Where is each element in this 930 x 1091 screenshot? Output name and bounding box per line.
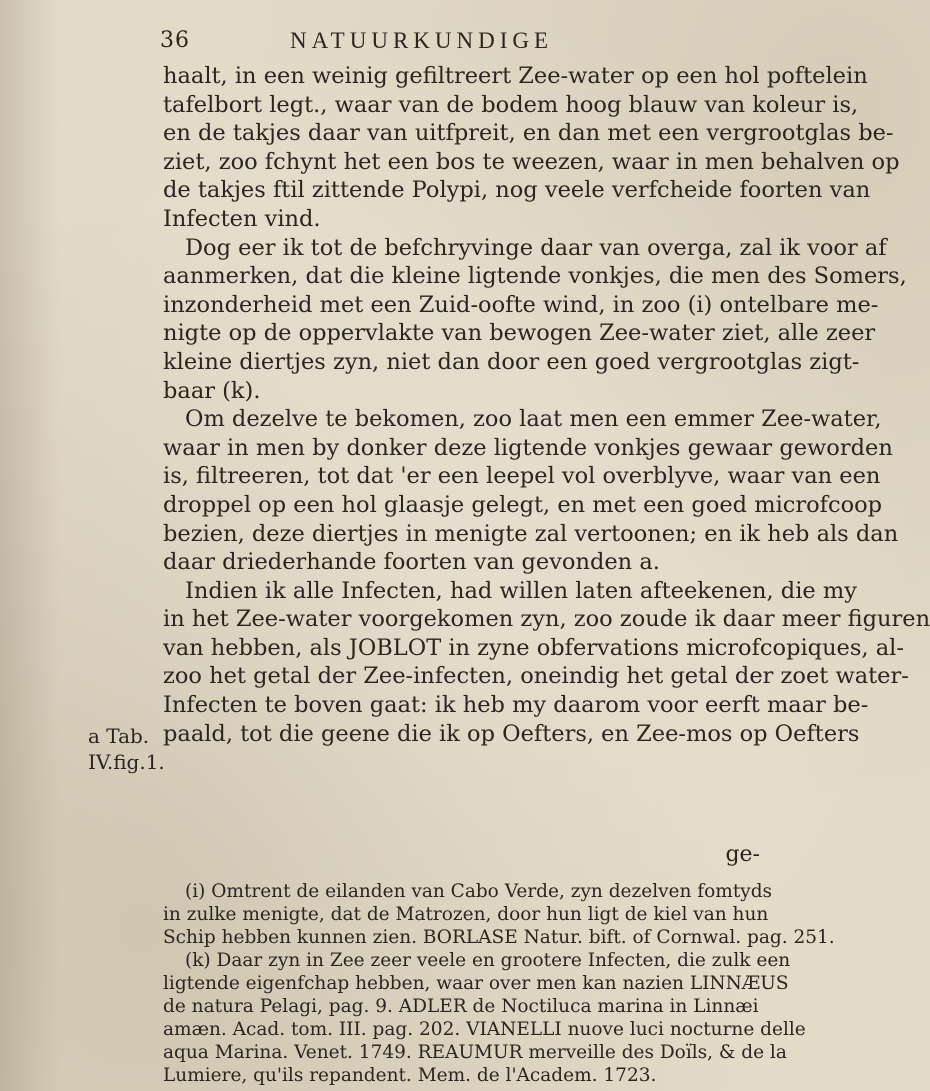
text-line: waar in men by donker deze ligtende vonkjes gewaar geworden [163, 434, 893, 461]
text-line: Infecten vind. [163, 205, 321, 232]
text-line: amæn. Acad. tom. III. pag. 202. VIANELLI nuove luci nocturne delle [163, 1019, 806, 1040]
text-line: aanmerken, dat die kleine ligtende vonkjes, die men des Somers, [163, 263, 907, 290]
margin-note [88, 723, 165, 775]
text-line: Om dezelve te bekomen, zoo laat men een emmer Zee-water, [185, 406, 882, 433]
text-line: kleine diertjes zyn, niet dan door een goed vergrootglas zigt- [163, 348, 860, 375]
text-line: van hebben, als JOBLOT in zyne obfervations microfcopiques, al- [163, 634, 904, 661]
text-line: Indien ik alle Infecten, had willen laten afteekenen, die my [185, 577, 857, 604]
margin-note-line: a Tab. [88, 724, 150, 748]
catchword: ge- [725, 842, 760, 867]
text-line: in zulke menigte, dat de Matrozen, door hun ligt de kiel van hun [163, 904, 769, 925]
text-line: tafelbort legt., waar van de bodem hoog blauw van koleur is, [163, 91, 859, 118]
page-gutter-shadow [0, 0, 60, 1091]
running-title: NATUURKUNDIGE [290, 28, 554, 53]
text-line: de natura Pelagi, pag. 9. ADLER de Noctiluca marina in Linnæi [163, 996, 759, 1017]
text-line: ziet, zoo fchynt het een bos te weezen, waar in men behalven op [163, 148, 900, 175]
text-line: de takjes ftil zittende Polypi, nog veele verfcheide foorten van [163, 177, 871, 204]
text-line: baar (k). [163, 377, 261, 404]
text-line: (k) Daar zyn in Zee zeer veele en grootere Infecten, die zulk een [185, 950, 791, 971]
margin-note-line: IV.fig.1. [88, 750, 165, 774]
page-number: 36 [160, 28, 190, 53]
text-line: inzonderheid met een Zuid-oofte wind, in zoo (i) ontelbare me- [163, 291, 879, 318]
text-line: paald, tot die geene die ik op Oefters, en Zee-mos op Oefters [163, 720, 860, 747]
text-line: en de takjes daar van uitfpreit, en dan met een vergrootglas be- [163, 120, 894, 147]
body-text [163, 62, 930, 748]
text-line: haalt, in een weinig gefiltreert Zee-water op een hol poftelein [163, 63, 868, 89]
text-line: in het Zee-water voorgekomen zyn, zoo zoude ik daar meer figuren [163, 606, 930, 633]
text-line: Schip hebben kunnen zien. BORLASE Natur. bift. of Cornwal. pag. 251. [163, 927, 835, 948]
text-line: nigte op de oppervlakte van bewogen Zee-water ziet, alle zeer [163, 320, 876, 347]
text-line: aqua Marina. Venet. 1749. REAUMUR merveille des Doïls, & de la [163, 1042, 787, 1063]
running-head [160, 28, 780, 60]
text-line: daar driederhande foorten van gevonden a. [163, 549, 660, 576]
text-line: Lumiere, qu'ils repandent. Mem. de l'Academ. 1723. [163, 1065, 657, 1086]
text-line: droppel op een hol glaasje gelegt, en met een goed microfcoop [163, 491, 883, 518]
footnotes [163, 880, 835, 1087]
text-line: (i) Omtrent de eilanden van Cabo Verde, zyn dezelven fomtyds [185, 881, 773, 902]
text-line: Infecten te boven gaat: ik heb my daarom voor eerft maar be- [163, 692, 869, 719]
text-line: ligtende eigenfchap hebben, waar over men kan nazien LINNÆUS [163, 973, 789, 994]
text-line: Dog eer ik tot de befchryvinge daar van overga, zal ik voor af [185, 234, 887, 261]
text-line: is, filtreeren, tot dat 'er een leepel vol overblyve, waar van een [163, 463, 881, 490]
text-line: zoo het getal der Zee-infecten, oneindig het getal der zoet water- [163, 663, 909, 690]
text-line: bezien, deze diertjes in menigte zal vertoonen; en ik heb als dan [163, 520, 899, 547]
